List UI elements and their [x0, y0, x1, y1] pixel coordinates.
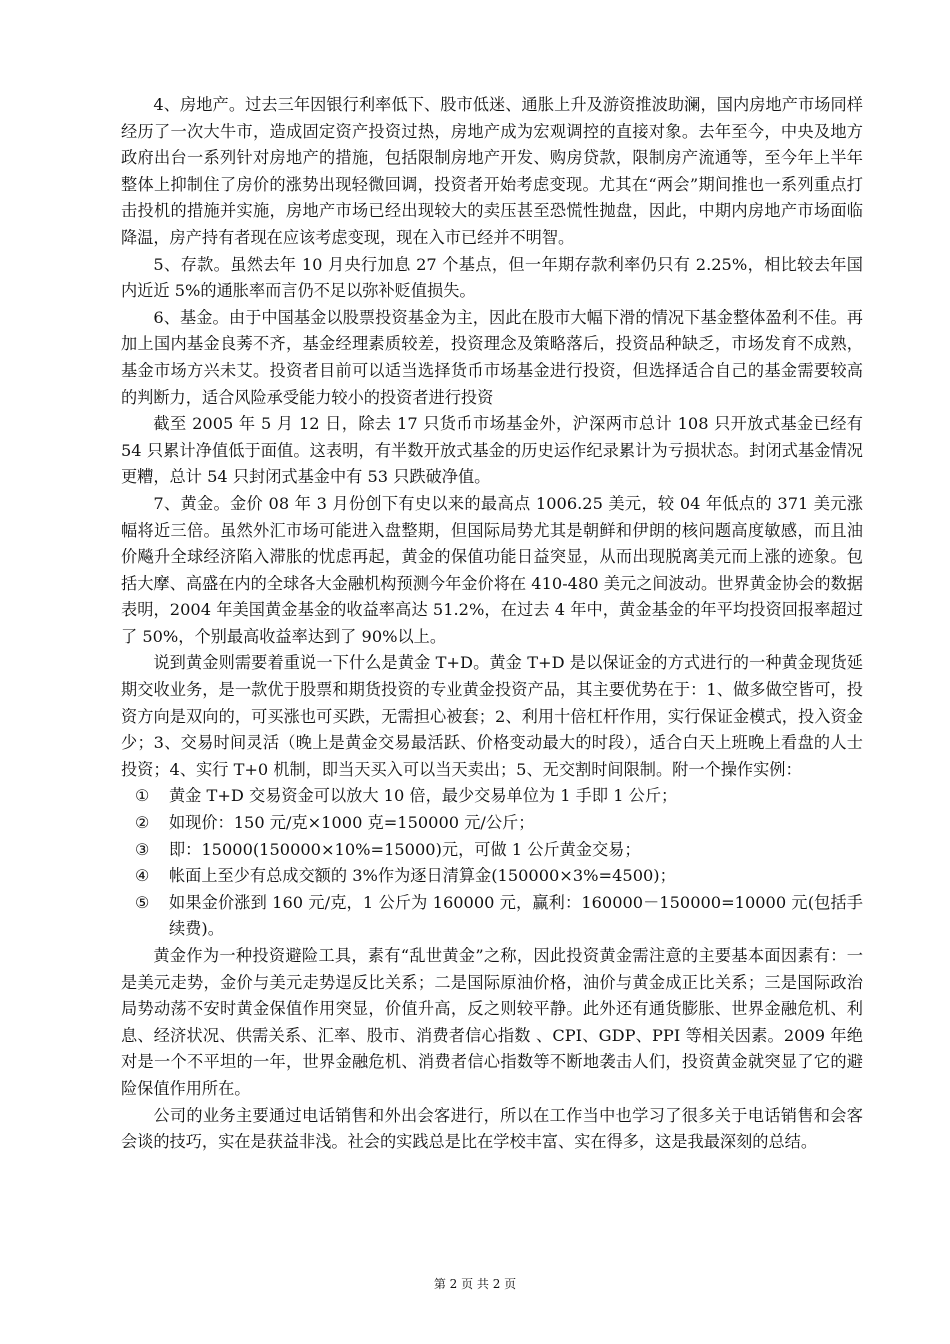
list-item-text: 黄金 T+D 交易资金可以放大 10 倍，最少交易单位为 1 手即 1 公斤； [169, 786, 678, 806]
list-item [121, 810, 863, 837]
paragraph-summary: 公司的业务主要通过电话销售和外出会客进行，所以在工作当中也学习了很多关于电话销售和会客会谈的技巧，实在是获益非浅。社会的实践总是比在学校丰富、实在得多，这是我最深刻的总结。 [121, 1105, 863, 1152]
list-item-text: 即：15000(150000×10%=15000)元，可做 1 公斤黄金交易； [169, 839, 641, 859]
list-marker: ② [135, 813, 150, 833]
list-item [121, 783, 863, 810]
paragraph-gold-factors: 黄金作为一种投资避险工具，素有“乱世黄金”之称，因此投资黄金需注意的主要基本面因素有：一是美元走势，金价与美元走势逞反比关系；二是国际原油价格，油价与黄金成正比关系；三是国际政治局势动荡不安时黄金保值作用突显，价值升高，反之则较平静。此外还有通货膨胀、世界金融危机、利息、经济状况、供需关系、汇率、股市、消费者信心指数 、CPI、GDP、PPI 等相关因素。2009 年绝对是一个不平坦的一年，世界金融危机、消费者信心指数等不断地袭击人们，投资黄金就突显了它的避险保值作用所在。 [121, 946, 863, 1098]
list-item-text: 帐面上至少有总成交额的 3%作为逐日清算金(150000×3%=4500)； [169, 866, 676, 886]
paragraph-deposits: 5、存款。虽然去年 10 月央行加息 27 个基点，但一年期存款利率仍只有 2.25%，相比较去年国内近近 5%的通胀率而言仍不足以弥补贬值损失。 [121, 254, 863, 301]
list-marker: ⑤ [135, 892, 150, 912]
list-item [121, 863, 863, 890]
paragraph-fund-stats: 截至 2005 年 5 月 12 日，除去 17 只货币市场基金外，沪深两市总计 108 只开放式基金已经有 54 只累计净值低于面值。这表明，有半数开放式基金的历史运作纪录累计为亏损状态。封闭式基金情况更糟，总计 54 只封闭式基金中有 53 只跌破净值。 [121, 414, 863, 487]
paragraph-funds: 6、基金。由于中国基金以股票投资基金为主，因此在股市大幅下滑的情况下基金整体盈利不佳。再加上国内基金良莠不齐，基金经理素质较差，投资理念及策略落后，投资品种缺乏，市场发育不成熟，基金市场方兴未艾。投资者目前可以适当选择货币市场基金进行投资，但选择适合自己的基金需要较高的判断力，适合风险承受能力较小的投资者进行投资 [121, 307, 863, 407]
list-item-text: 如现价：150 元/克×1000 克=150000 元/公斤； [169, 813, 535, 833]
list-marker: ① [135, 786, 150, 806]
list-item-text: 如果金价涨到 160 元/克，1 公斤为 160000 元，赢利：160000－150000=10000 元(包括手续费)。 [169, 892, 863, 939]
paragraph-gold-td: 说到黄金则需要着重说一下什么是黄金 T+D。黄金 T+D 是以保证金的方式进行的一种黄金现货延期交收业务，是一款优于股票和期货投资的专业黄金投资产品，其主要优势在于：1、做多做空皆可，投资方向是双向的，可买涨也可买跌，无需担心被套；2、利用十倍杠杆作用，实行保证金模式，投入资金少；3、交易时间灵活（晚上是黄金交易最活跃、价格变动最大的时段），适合白天上班晚上看盘的人士投资；4、实行 T+0 机制，即当天买入可以当天卖出；5、无交割时间限制。附一个操作实例： [121, 653, 863, 779]
page-footer: 第 2 页 共 2 页 [433, 1277, 517, 1291]
list-marker: ③ [135, 839, 150, 859]
list-item [121, 837, 863, 864]
list-marker: ④ [135, 866, 150, 886]
list-item [121, 890, 863, 943]
paragraph-real-estate: 4、房地产。过去三年因银行利率低下、股市低迷、通胀上升及游资推波助澜，国内房地产市场同样经历了一次大牛市，造成固定资产投资过热，房地产成为宏观调控的直接对象。去年至今，中央及地方政府出台一系列针对房地产的措施，包括限制房地产开发、购房贷款，限制房产流通等，至今年上半年整体上抑制住了房价的涨势出现轻微回调，投资者开始考虑变现。尤其在“两会”期间推也一系列重点打击投机的措施并实施，房地产市场已经出现较大的卖压甚至恐慌性抛盘，因此，中期内房地产市场面临降温，房产持有者现在应该考虑变现，现在入市已经并不明智。 [121, 95, 863, 247]
example-list [121, 783, 863, 943]
paragraph-gold: 7、黄金。金价 08 年 3 月份创下有史以来的最高点 1006.25 美元，较 04 年低点的 371 美元涨幅将近三倍。虽然外汇市场可能进入盘整期，但国际局势尤其是朝鲜和伊朗的核问题高度敏感，而且油价飚升全球经济陷入滞胀的忧虑再起，黄金的保值功能日益突显，从而出现脱离美元而上涨的迹象。包括大摩、高盛在内的全球各大金融机构预测今年金价将在 410-480 美元之间波动。世界黄金协会的数据表明，2004 年美国黄金基金的收益率高达 51.2%，在过去 4 年中，黄金基金的年平均投资回报率超过了 50%，个别最高收益率达到了 90%以上。 [121, 493, 863, 646]
document-body [121, 92, 863, 1156]
